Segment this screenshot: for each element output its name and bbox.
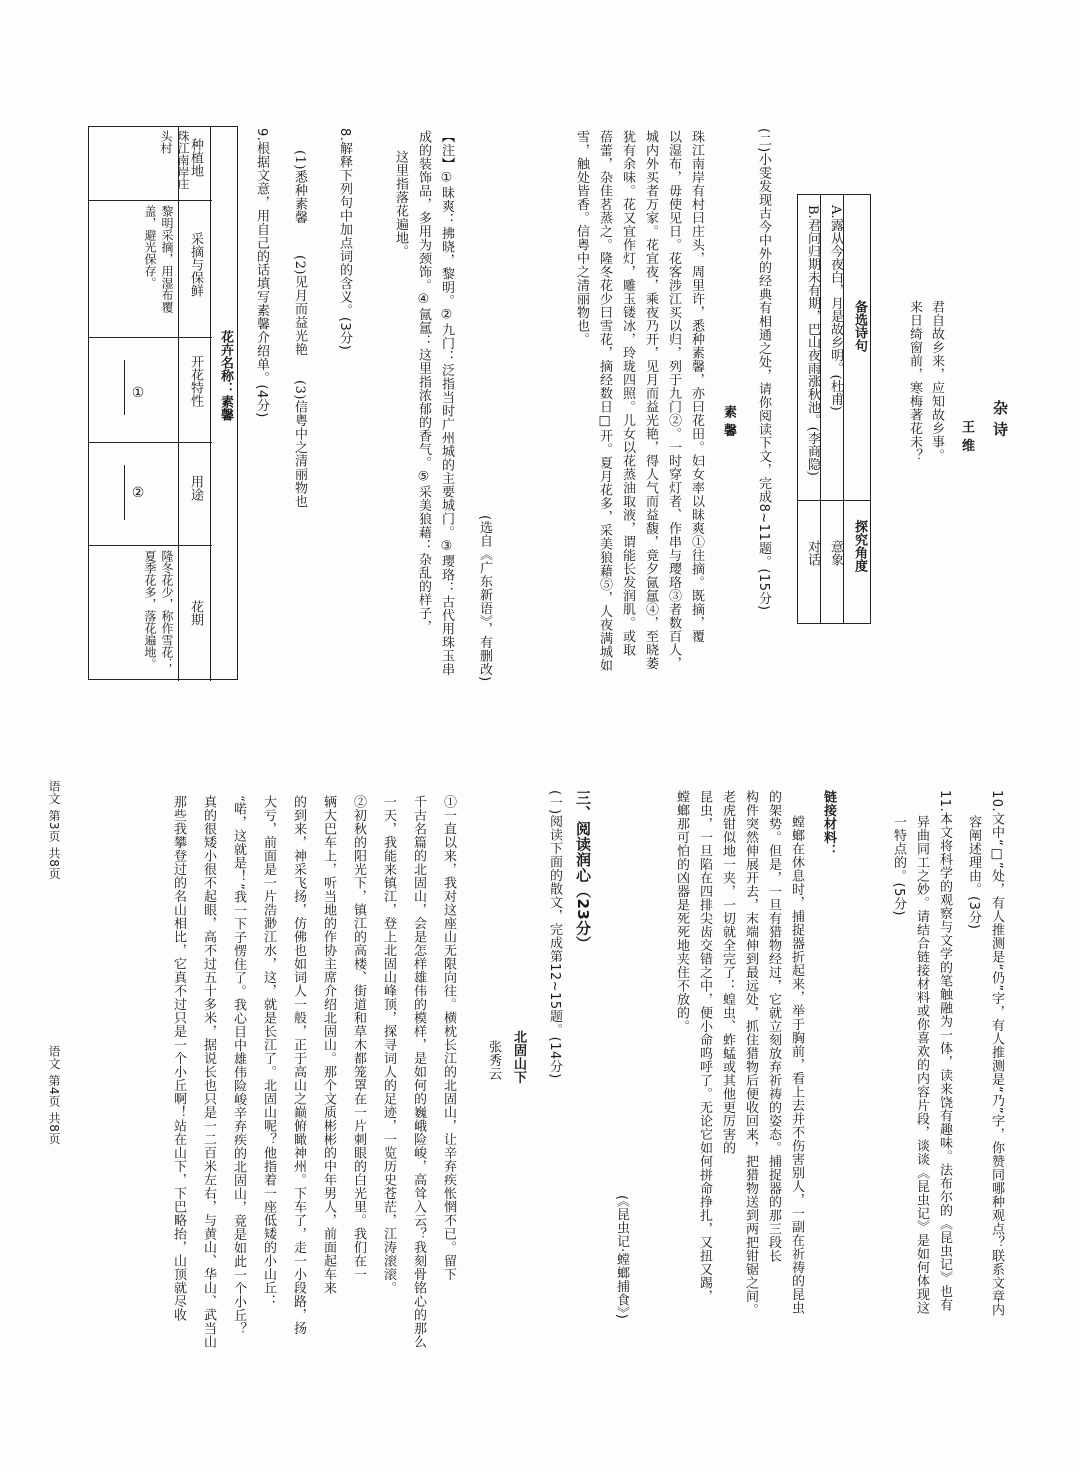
card-header-place: 种植地 — [188, 138, 203, 177]
question-8: 8.解释下列句中加点词的含义。(3分) — [337, 128, 352, 351]
essay-line: 那些我攀登过的名山相比，它真不过只是一个小丘啊！站在山下，下巴略抬，山顶就尽收 — [171, 795, 186, 1322]
poem-title: 杂 诗 — [991, 400, 1009, 437]
table-row-b-angle: 对话 — [805, 540, 820, 566]
essay-line: 一天，我能来镇江，登上北固山峰顶，探寻词人的足迹，一览历史苍茫，江涛滚滚。 — [381, 795, 396, 1295]
card-blank-2: ② — [130, 485, 146, 501]
card-value-period: 隆冬花少，称作雪花；夏季花多，落花遍地。 — [143, 550, 174, 670]
card-divider — [88, 442, 212, 443]
table-header-angle: 探究角度 — [852, 520, 867, 572]
notes-line: 这里指落花遍地。 — [393, 150, 408, 258]
section2-intro: (二)小雯发现古今中外的经典有相通之处，请你阅读下文，完成8~11题。(15分) — [756, 128, 771, 611]
essay-line: 大亏，前面是一片浩渺江水，这，就是长江了。北固山呢？他指着一座低矮的小山丘： — [261, 795, 276, 1308]
question-11-cont: 异曲同工之妙。请结合链接材料或你喜欢的内容片段，谈谈《昆虫记》是如何体现这 — [914, 815, 929, 1315]
q8-item-3: (3)信粤中之清丽物也 — [292, 380, 307, 508]
essay-line: ②初秋的阳光下，镇江的高楼、街道和草木都笼罩在一片刺眼的白光里。我们在一 — [351, 795, 366, 1281]
card-header-bloom: 开花特性 — [188, 355, 203, 407]
poem-line-2: 来日绮窗前，寒梅著花未？ — [907, 300, 922, 462]
essay-line: 千古名篇的北固山，会是怎样雄伟的模样，是如何的巍峨险峻，高耸入云？我刻骨铭心的那么 — [411, 795, 426, 1349]
card-title: 花卉名称：素馨 — [218, 330, 233, 421]
table-divider — [797, 500, 871, 501]
table-header-lines: 备选诗句 — [852, 300, 867, 352]
passage-line: 珠江南岸有村曰庄头，周里许，悉种素馨，亦曰花田。妇女率以昧爽①往摘。既摘，覆 — [689, 130, 704, 643]
link-source: (《昆虫记·螳螂捕食》) — [614, 1195, 629, 1320]
passage-line: 蓓蕾，杂佳茗蒸之。隆冬花少曰雪花，摘经数日□开。夏月花多，采美狼藉⑤，人夜满城如 — [597, 130, 612, 672]
link-line: 的架势。但是，一旦有猎物经过，它就立刻放弃祈祷的姿态。捕捉器的那三段长 — [766, 790, 781, 1263]
question-11: 11.本文将科学的观察与文学的笔触融为一体，读来饶有趣味。法布尔的《昆虫记》也有 — [937, 790, 952, 1312]
table-row-a-angle: 意象 — [828, 540, 843, 566]
card-blank-line — [124, 360, 125, 415]
essay-line: 真的很矮小很不起眼，高不过五十多米，据说长也只是一二百米左右，与黄山、华山、武当山 — [201, 795, 216, 1349]
question-10-cont: 容阐述理由。(3分) — [966, 815, 981, 930]
passage-source: (选自《广东新语》，有删改) — [477, 515, 492, 682]
poem-line-1: 君自故乡来，应知故乡事。 — [929, 300, 944, 462]
card-header-period: 花期 — [188, 600, 203, 626]
essay-line: “喏，这就是！”我一下子愣住了。我心目中雄伟险峻辛弃疾的北固山，竟是如此一个小丘？ — [231, 795, 246, 1336]
card-divider — [210, 126, 211, 681]
passage-line: 城内外买者万家。花宜夜，乘夜乃开，见月而益光艳，得人气而益馥，竟夕氤氲④，至晓萎 — [643, 130, 658, 670]
card-divider — [88, 200, 212, 201]
card-blank-1: ① — [130, 385, 146, 401]
card-header-harvest: 采摘与保鲜 — [188, 232, 203, 297]
link-line: 昆虫，一旦陷在四排尖齿交错之中，便小命呜呼了。无论它如何拼命挣扎，又扭又踢， — [697, 790, 712, 1303]
card-divider — [178, 126, 179, 681]
card-value-place: 珠江南岸庄头村 — [159, 130, 190, 190]
passage-title: 素 馨 — [721, 405, 736, 438]
card-header-use: 用途 — [188, 475, 203, 501]
link-material-title: 链接材料： — [821, 790, 836, 858]
card-blank-line — [124, 465, 125, 520]
link-line: 螳螂那可怕的凶器是死死地夹住不放的。 — [674, 790, 689, 1033]
q8-item-2: (2)见月而益光艳 — [292, 255, 307, 356]
link-line: 构件突然伸展开去，末端伸到最远处，抓住猎物后便收回来，把猎物送到两把钳锯之间。 — [743, 790, 758, 1317]
section-3-title: 三、阅读润心（23分） — [574, 790, 592, 952]
page-footer-3: 语文 第3页 共8页 — [47, 780, 61, 880]
card-divider — [88, 337, 212, 338]
notes-line: 成的装饰品，多用为颈饰。④氤氲：这里指浓郁的香气。⑤采美狼藉：杂乱的样子， — [416, 130, 431, 634]
essay-line: 辆大巴车上，听当地的作协主席介绍北固山。那个文质彬彬的中年男人，前面起车来 — [321, 795, 336, 1295]
table-row-b: B.君问归期未有期，巴山夜雨涨秋池。(李商隐) — [805, 205, 820, 476]
card-value-harvest: 黎明采摘，用湿布覆盖，避光保存。 — [143, 205, 174, 313]
passage-line: 犹有余味。花又宜作灯，雕玉镂冰，玲珑四照。儿女以花蒸油取液，谓能长发润肌。或取 — [620, 130, 635, 657]
passage-line: 以湿布，毋使见日。花客涉江买以归，列于九门②。一时穿灯者、作串与璎珞③者数百人， — [666, 130, 681, 670]
essay-author: 张秀云 — [486, 1040, 501, 1081]
q8-item-1: (1)悉种素馨 — [292, 150, 307, 224]
notes-line: 【注】①昧爽：拂晓，黎明。②九门：泛指当时广州城的主要城门。③璎珞：古代用珠玉串 — [439, 130, 454, 676]
page-footer-4: 语文 第4页 共8页 — [47, 1045, 61, 1145]
question-11-cont: 一特点的。(5分) — [891, 815, 906, 916]
question-9: 9.根据文意，用自己的话填写素馨介绍单。(4分) — [254, 128, 269, 418]
essay-title: 北固山下 — [511, 1030, 526, 1084]
poem-author: 王 维 — [959, 420, 974, 453]
subsection-1: (一)阅读下面的散文，完成第12~15题。(14分) — [547, 790, 562, 1079]
essay-line: 的到来，神采飞扬，仿佛也如词人一般，正于高山之巅俯瞰神州。下车了，走一小段路，扬 — [291, 795, 306, 1335]
table-row-a: A.露从今夜白，月是故乡明。(杜甫) — [828, 205, 843, 411]
card-divider — [88, 545, 212, 546]
link-line: 螳螂在休息时，捕捉器折起来，举于胸前，看上去并不伤害别人，一副在祈祷的昆虫 — [789, 815, 804, 1315]
link-line: 老虎钳似地一夹，一切就全完了：蝗虫、蚱蜢或其他更厉害的 — [720, 790, 735, 1155]
question-10: 10.文中“□”处，有人推测是“仍”字，有人推测是“乃”字，你赞同哪种观点？联系文章内 — [989, 790, 1004, 1317]
essay-line: ①一直以来，我对这座山无限向往。横枕长江的北固山，让辛弃疾怅惘不已。留下 — [441, 795, 456, 1281]
passage-line: 雪，触处皆香。信粤中之清丽物也。 — [574, 130, 589, 346]
